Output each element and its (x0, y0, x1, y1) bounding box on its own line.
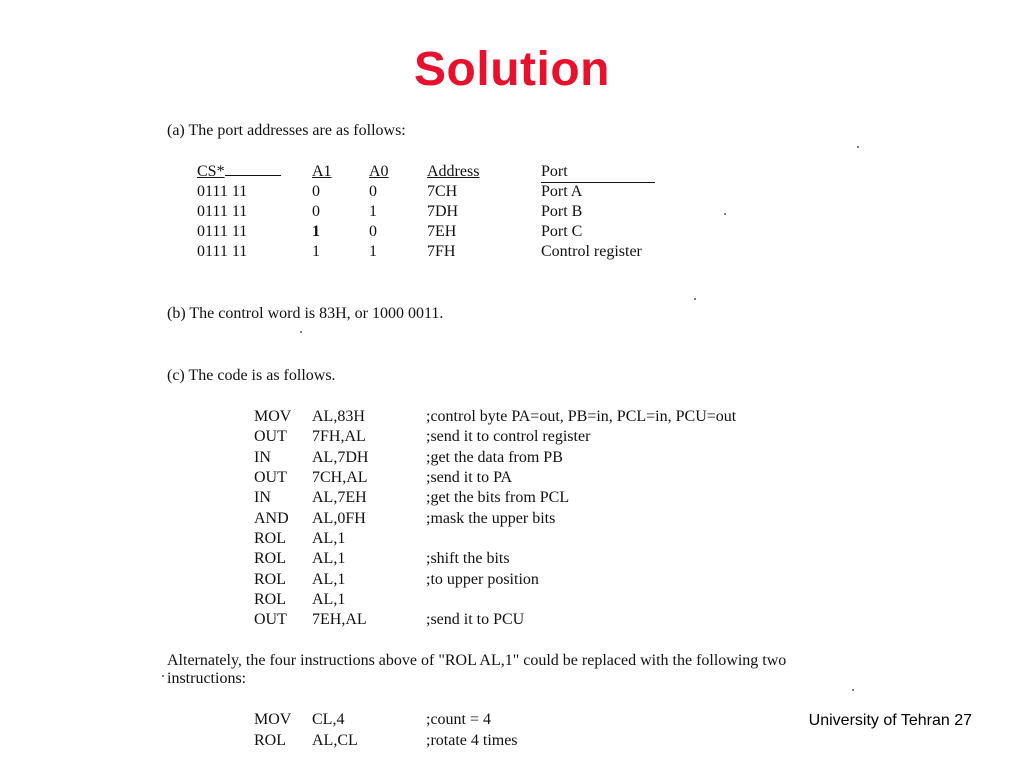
table-cell: 0 (369, 183, 377, 200)
code-comment: ;to upper position (426, 571, 539, 588)
code-operand: AL,1 (312, 550, 346, 567)
code-operand: 7CH,AL (312, 469, 368, 486)
header-a0: A0 (369, 163, 389, 180)
table-cell: Port A (541, 183, 583, 200)
code-comment: ;mask the upper bits (426, 510, 556, 527)
alt-code-operand: CL,4 (312, 711, 345, 728)
table-cell: 0 (312, 203, 320, 220)
part-a-intro: (a) The port addresses are as follows: (167, 122, 406, 139)
alt-code-comment: ;rotate 4 times (426, 732, 518, 749)
table-cell: 1 (369, 243, 377, 260)
code-opcode: OUT (254, 469, 287, 486)
scan-speck (162, 675, 164, 677)
alt-code-operand: AL,CL (312, 732, 358, 749)
header-cs: CS* (197, 162, 281, 182)
table-cell: 7CH (427, 183, 458, 200)
table-cell: 0111 11 (197, 203, 248, 220)
code-operand: AL,1 (312, 571, 346, 588)
alternate-note-line-1: Alternately, the four instructions above of "ROL AL,1" could be replaced with the following two (167, 652, 787, 669)
table-cell: Control register (541, 243, 642, 260)
cs-underline (225, 175, 281, 176)
code-opcode: IN (254, 489, 271, 506)
table-cell: 1 (312, 243, 320, 260)
code-opcode: ROL (254, 571, 286, 588)
table-cell: 0111 11 (197, 243, 248, 260)
table-cell: Port B (541, 203, 583, 220)
code-comment: ;get the data from PB (426, 449, 563, 466)
alternate-note-line-2: instructions: (167, 670, 247, 687)
table-cell: Port C (541, 223, 583, 240)
alt-code-opcode: ROL (254, 732, 286, 749)
part-c-intro: (c) The code is as follows. (167, 367, 336, 384)
table-cell: 0 (369, 223, 377, 240)
code-comment: ;shift the bits (426, 550, 510, 567)
footer-institution-page: University of Tehran 27 (808, 712, 972, 729)
code-opcode: OUT (254, 428, 287, 445)
table-cell: 0 (312, 183, 320, 200)
table-cell: 0111 11 (197, 183, 248, 200)
code-operand: AL,7EH (312, 489, 367, 506)
code-comment: ;control byte PA=out, PB=in, PCL=in, PCU=out (426, 408, 737, 425)
table-cell: 7FH (427, 243, 456, 260)
code-operand: AL,1 (312, 530, 346, 547)
code-opcode: ROL (254, 530, 286, 547)
code-comment: ;get the bits from PCL (426, 489, 570, 506)
table-cell: 7EH (427, 223, 457, 240)
code-operand: 7FH,AL (312, 428, 366, 445)
code-opcode: AND (254, 510, 289, 527)
code-opcode: MOV (254, 408, 292, 425)
code-operand: 7EH,AL (312, 611, 367, 628)
alt-code-opcode: MOV (254, 711, 292, 728)
scan-speck (694, 298, 696, 300)
code-opcode: ROL (254, 550, 286, 567)
scan-speck (300, 331, 302, 333)
scan-speck (852, 689, 854, 691)
scan-speck (724, 213, 726, 215)
table-cell: 7DH (427, 203, 459, 220)
header-a1: A1 (312, 163, 332, 180)
alt-code-comment: ;count = 4 (426, 711, 492, 728)
scan-speck (857, 146, 859, 148)
code-operand: AL,1 (312, 591, 346, 608)
code-operand: AL,7DH (312, 449, 369, 466)
slide-title: Solution (414, 43, 610, 96)
code-comment: ;send it to PCU (426, 611, 525, 628)
code-operand: AL,83H (312, 408, 365, 425)
header-address: Address (427, 163, 480, 180)
code-opcode: IN (254, 449, 271, 466)
code-opcode: ROL (254, 591, 286, 608)
table-cell: 0111 11 (197, 223, 248, 240)
code-comment: ;send it to control register (426, 428, 591, 445)
code-comment: ;send it to PA (426, 469, 513, 486)
code-opcode: OUT (254, 611, 287, 628)
table-cell: 1 (312, 223, 320, 240)
table-cell: 1 (369, 203, 377, 220)
part-b-text: (b) The control word is 83H, or 1000 0011. (167, 305, 444, 322)
header-port: Port (541, 162, 655, 183)
code-operand: AL,0FH (312, 510, 366, 527)
